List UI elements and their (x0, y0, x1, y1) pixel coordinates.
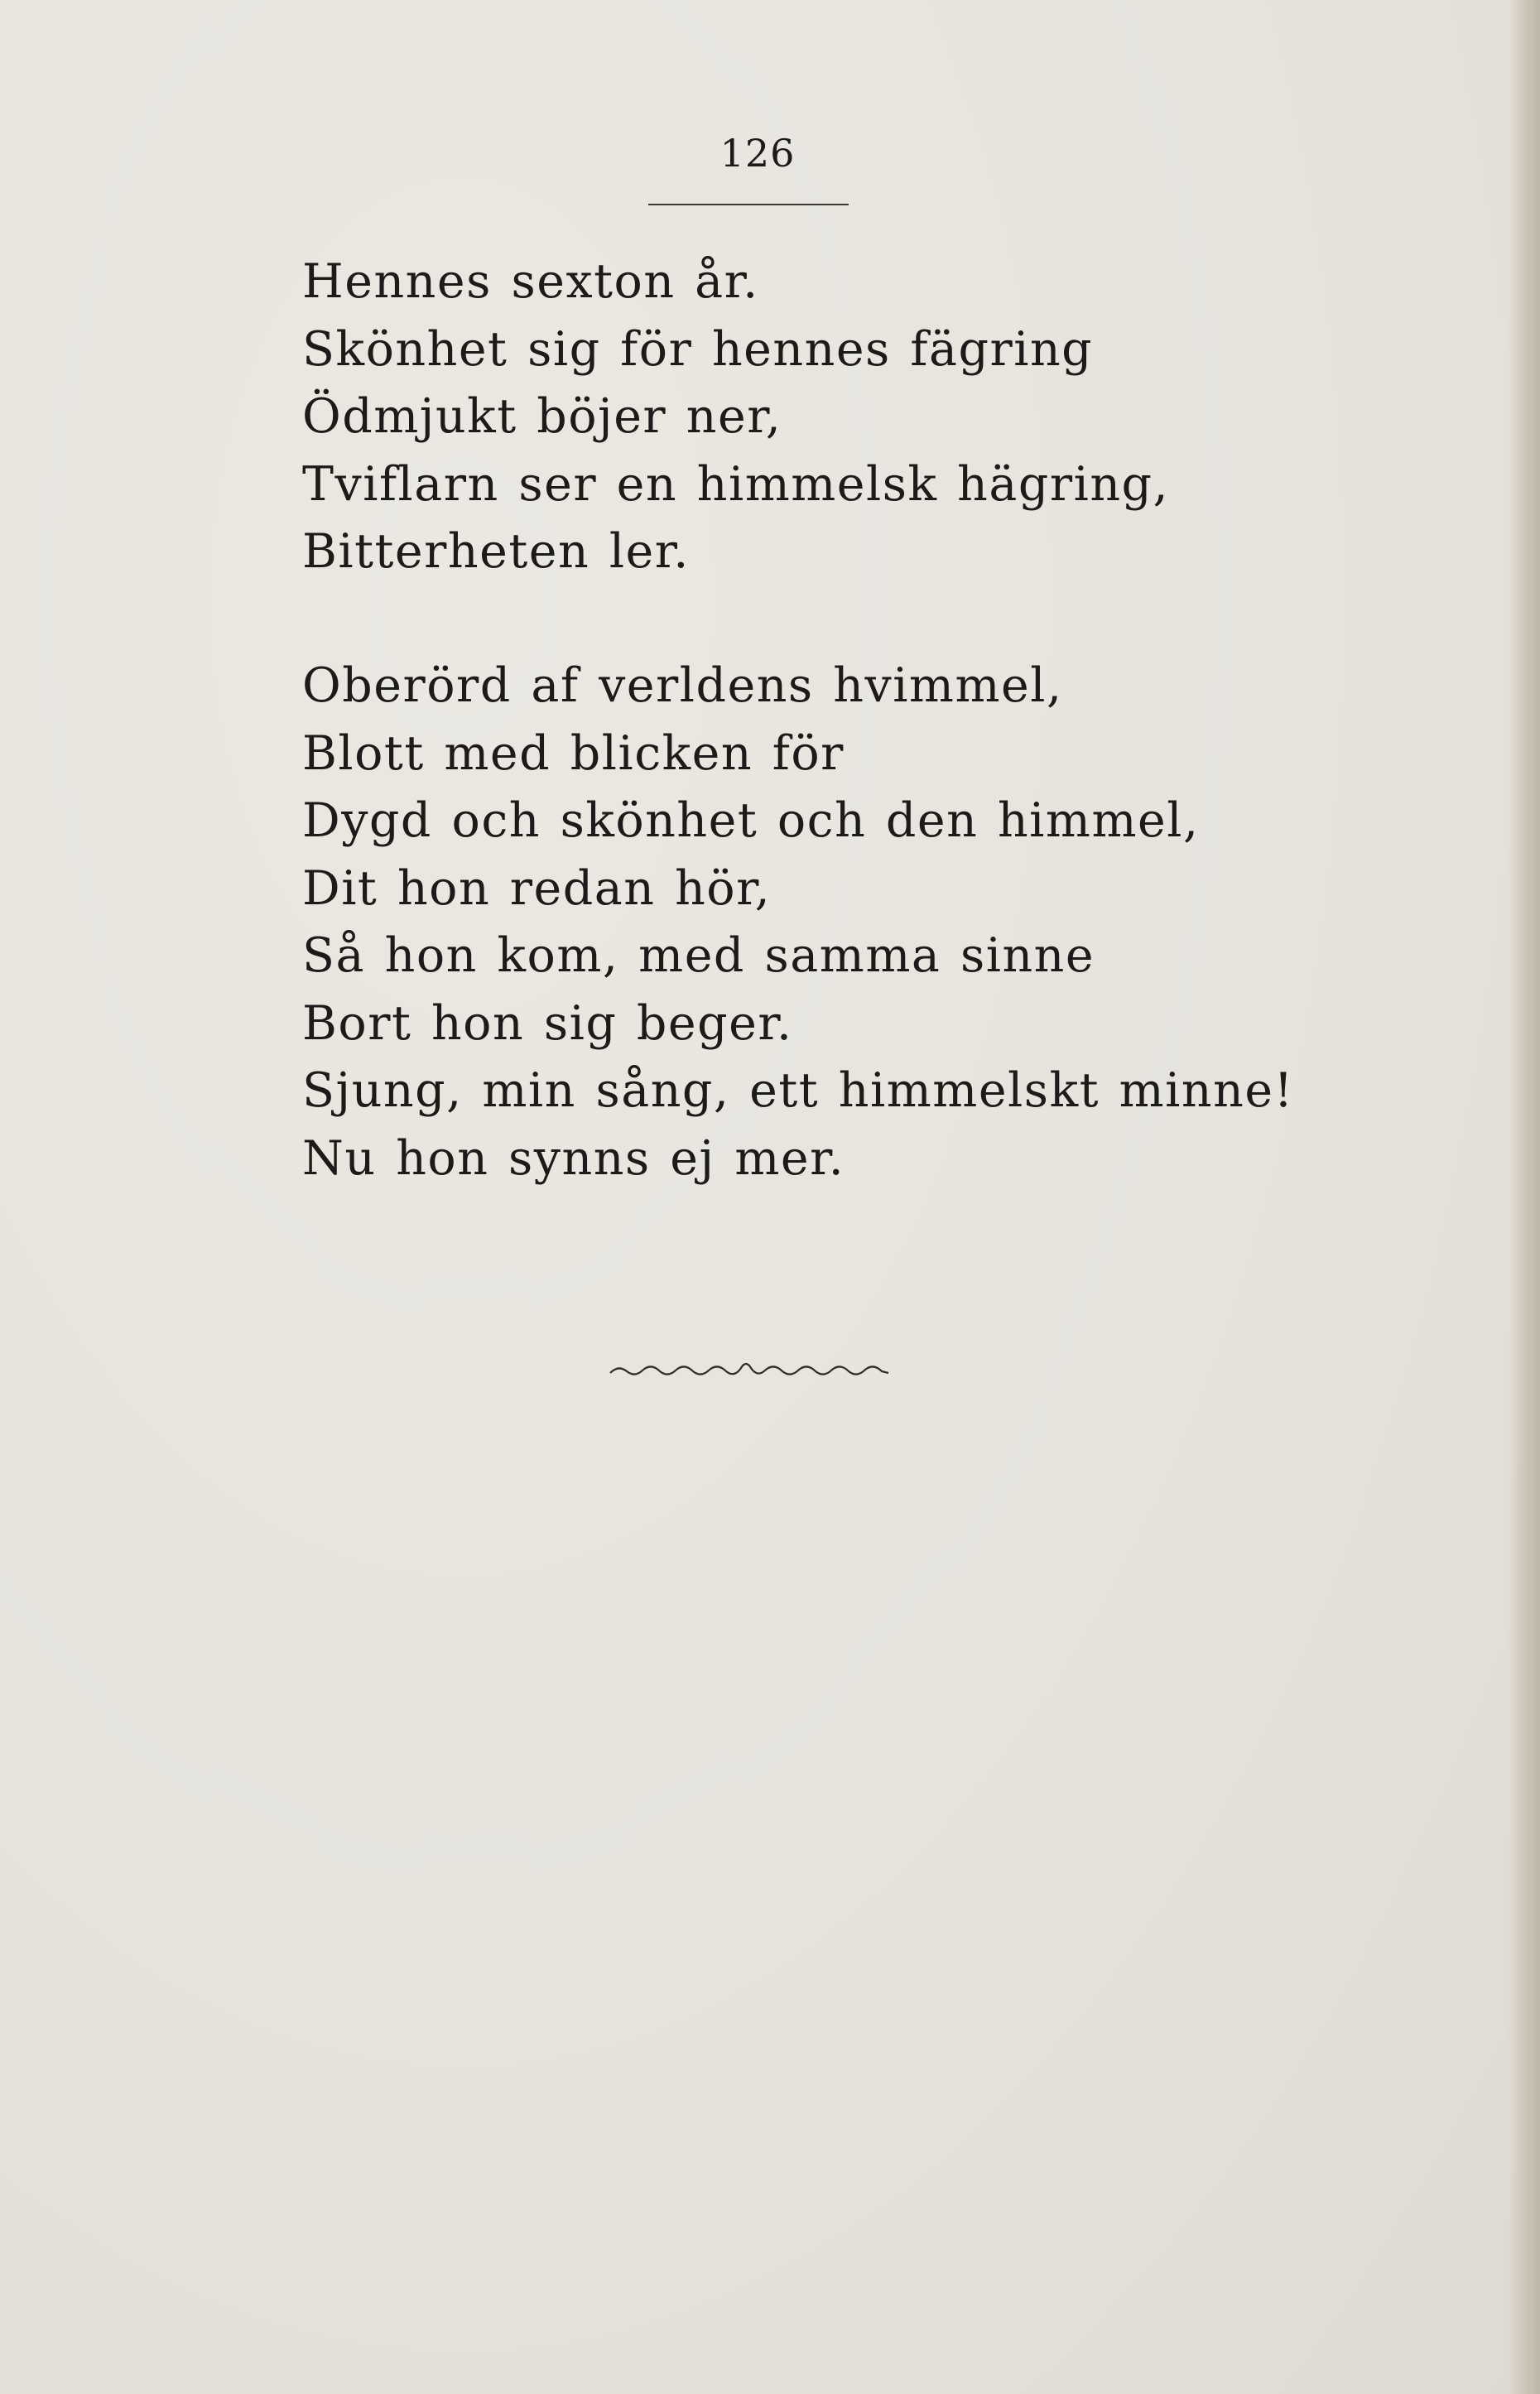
stanza-1 (302, 248, 1296, 586)
page-edge-shadow (1509, 0, 1540, 2394)
header-rule (648, 204, 849, 205)
verse-line: Dit hon redan hör, (302, 860, 772, 916)
verse-line: Ödmjukt böjer ner, (302, 389, 782, 444)
verse-line: Skönhet sig för hennes fägring (302, 321, 1094, 377)
verse-line: Nu hon synns ej mer. (302, 1130, 845, 1186)
stanza-2 (302, 653, 1296, 1192)
verse-line: Så hon kom, med samma sinne (302, 928, 1095, 983)
page-number: 126 (719, 131, 796, 176)
verse-line: Blott med blicken för (302, 725, 845, 781)
verse-line: Tviflarn ser en himmelsk hägring, (302, 456, 1170, 512)
verse-line: Dygd och skönhet och den himmel, (302, 793, 1200, 848)
verse-line: Bitterheten ler. (302, 524, 690, 579)
verse-line: Hennes sexton år. (302, 254, 759, 309)
verse-line: Bort hon sig beger. (302, 995, 793, 1051)
wavy-tailpiece-ornament (609, 1358, 890, 1383)
verse-line: Sjung, min sång, ett himmelskt minne! (302, 1063, 1294, 1118)
ornament-wave (610, 1364, 888, 1375)
verse-line: Oberörd af verldens hvimmel, (302, 658, 1063, 713)
